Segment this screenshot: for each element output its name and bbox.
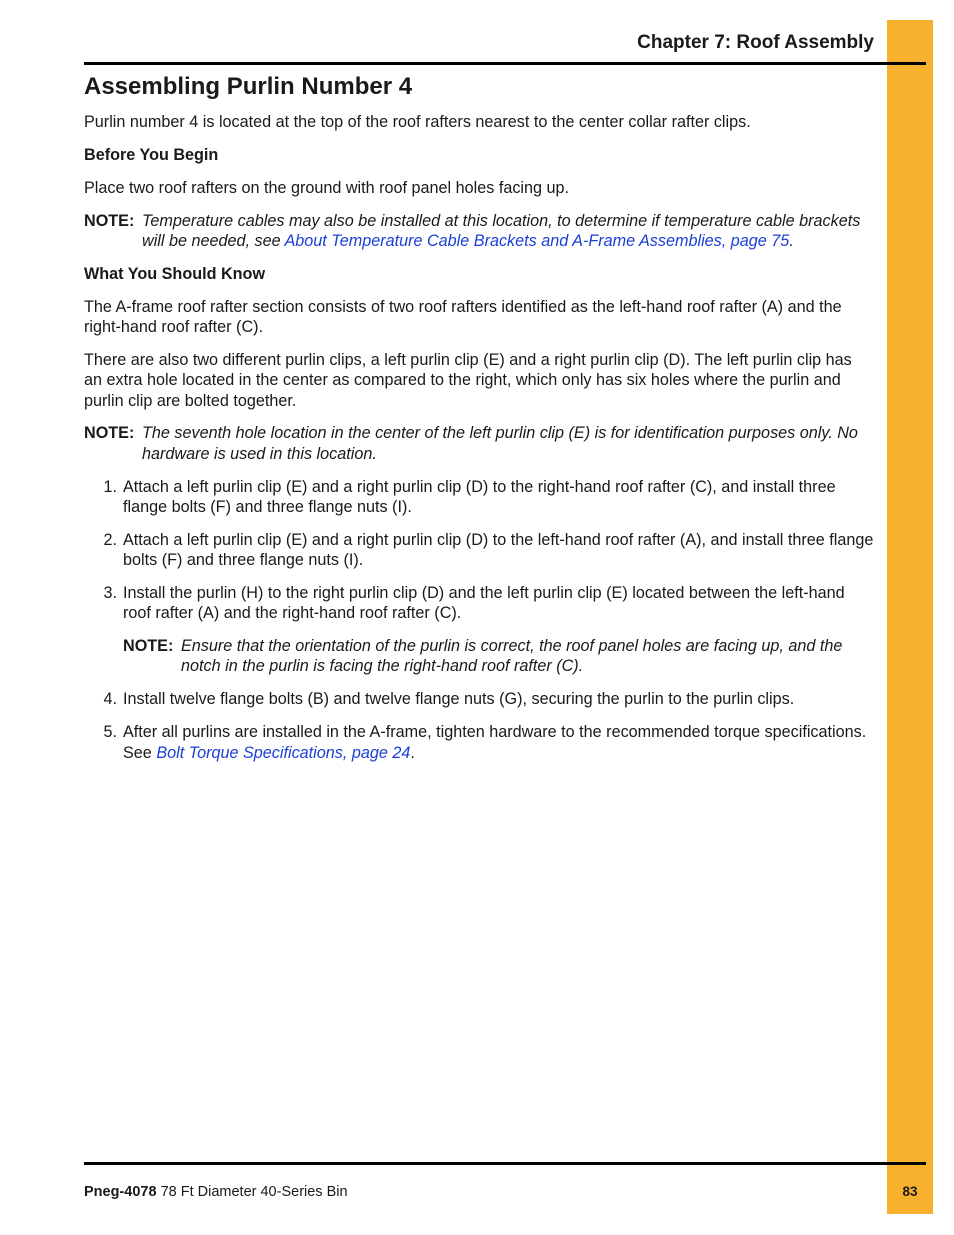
note-body: Temperature cables may also be installed at this location, to determine if temperature cable brackets will be needed, see xyxy=(142,211,861,250)
bolt-torque-specifications-link[interactable]: Bolt Torque Specifications, page 24 xyxy=(156,743,411,762)
chapter-header: Chapter 7: Roof Assembly xyxy=(637,32,874,53)
note-text: Ensure that the orientation of the purlin is correct, the roof panel holes are facing up, and the notch in the purlin is facing the right-hand roof rafter (C). xyxy=(181,637,843,676)
chapter-side-tab xyxy=(887,20,933,1214)
step-text xyxy=(123,722,874,763)
page-content xyxy=(84,70,874,775)
note-label: NOTE: xyxy=(84,211,135,230)
step-item xyxy=(84,477,874,518)
page-title: Assembling Purlin Number 4 xyxy=(84,73,413,100)
step-item xyxy=(84,583,874,677)
note-purlin-orientation xyxy=(123,636,874,677)
know-paragraph-2: There are also two different purlin clips, a left purlin clip (E) and a right purlin clip (D). The left purlin clip has an extra hole located in the center as compared to the right, which only has six holes where the purlin and purlin clip are bolted together. xyxy=(84,350,852,410)
step-number: 4. xyxy=(103,690,117,709)
step-item xyxy=(84,530,874,571)
step-text: Attach a left purlin clip (E) and a right purlin clip (D) to the left-hand roof rafter (A), and install three flange bolts (F) and three flange nuts (I). xyxy=(123,530,874,570)
step-text: Install twelve flange bolts (B) and twelve flange nuts (G), securing the purlin to the purlin clips. xyxy=(123,690,795,709)
step-text: Install the purlin (H) to the right purlin clip (D) and the left purlin clip (E) located between the left-hand roof rafter (A) and the right-hand roof rafter (C). xyxy=(123,583,845,623)
step-number: 1. xyxy=(103,477,117,496)
step-text-end: . xyxy=(410,743,415,762)
note-label: NOTE: xyxy=(84,424,135,443)
note-seventh-hole xyxy=(84,423,874,464)
assembly-steps xyxy=(84,477,874,763)
footer-rule xyxy=(84,1162,926,1165)
step-text-body: After all purlins are installed in the A-frame, tighten hardware to the recommended torque specifications. See xyxy=(123,723,867,762)
step-number: 5. xyxy=(103,723,117,742)
step-text: Attach a left purlin clip (E) and a right purlin clip (D) to the right-hand roof rafter (C), and install three flange bolts (F) and three flange nuts (I). xyxy=(123,477,836,516)
step-number: 3. xyxy=(103,583,117,602)
know-paragraph-1: The A-frame roof rafter section consists of two roof rafters identified as the left-hand roof rafter (A) and the right-hand roof rafter (C). xyxy=(84,297,842,337)
doc-title: 78 Ft Diameter 40-Series Bin xyxy=(156,1184,348,1200)
header-rule xyxy=(84,62,926,65)
what-you-should-know-heading: What You Should Know xyxy=(84,264,266,283)
note-end: . xyxy=(789,231,794,250)
step-item xyxy=(84,689,874,709)
note-label: NOTE: xyxy=(123,637,174,656)
before-you-begin-text: Place two roof rafters on the ground with roof panel holes facing up. xyxy=(84,178,570,197)
step-number: 2. xyxy=(103,530,117,549)
footer-doc-info xyxy=(84,1183,348,1201)
before-you-begin-heading: Before You Begin xyxy=(84,145,219,164)
temperature-cable-brackets-link[interactable]: About Temperature Cable Brackets and A-Frame Assemblies, page 75 xyxy=(284,231,790,250)
intro-paragraph: Purlin number 4 is located at the top of the roof rafters nearest to the center collar rafter clips. xyxy=(84,113,751,131)
doc-id: Pneg-4078 xyxy=(84,1184,157,1200)
note-temperature-cables xyxy=(84,211,874,252)
note-text xyxy=(142,211,874,252)
step-item xyxy=(84,722,874,763)
page-number: 83 xyxy=(902,1184,918,1199)
note-text: The seventh hole location in the center of the left purlin clip (E) is for identification purposes only. No hardware is used in this location. xyxy=(142,424,858,463)
